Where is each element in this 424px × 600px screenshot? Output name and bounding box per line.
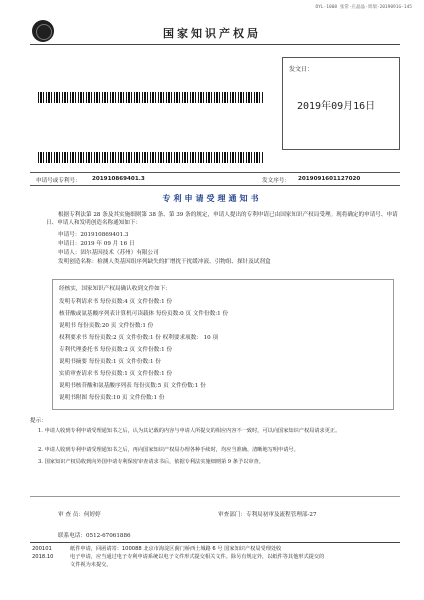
sign-rule [30,496,400,497]
file-item: 说明书核苷酸和氨基酸序列表 每份页数:5 页 文件份数:1 份 [59,383,206,389]
office-title: 国家知识产权局 [163,27,261,40]
notice-title: 专利申请受理通知书 [162,194,262,203]
file-item: 权利要求书 每份页数:2 页 文件份数:1 份 权利要求项数： 10 项 [59,335,219,341]
form-code: 200101 [32,546,52,552]
intro-paragraph: 根据专利法第 28 条及其实施细则第 38 条、第 39 条的规定，申请人提出的专利申请已由国家知识产权局受理。现将确定的申请号、申请日、申请人和发明创造名称通知如下： [46,212,398,226]
field-app-no: 申请号：201910869401.3 [58,232,129,238]
document-code: DYL-1008 张常·庄晶晶·周瑞-2019091G-145 [315,5,412,10]
send-date-box [282,57,400,150]
file-item: 核苷酸或氨基酸序列表计算机可读载体 每份页数:0 页 文件份数:1 份 [59,311,229,317]
contact-phone: 联系电话：0512-67061886 [58,533,131,539]
form-date: 2018.10 [32,554,54,560]
files-intro: 经核实，国家知识产权局确认收到文件如下： [59,286,171,292]
send-date: 2019年09月16日 [297,101,376,112]
footer-line-2: 电子申请，应当通过电子专利申请系统以电子文件形式提交相关文件。除另有规定外，以纸件等其他形式提交的 [70,554,325,560]
tips-heading: 提示： [30,418,47,424]
examining-dept: 审查部门：专利局初审及流程管理部-27 [218,512,317,518]
barcode-top [38,92,264,103]
doc-no-value: 2019091601127020 [298,176,361,182]
file-item: 发明专利请求书 每份页数:4 页 文件份数:1 份 [59,299,173,305]
app-no-value: 201910869401.3 [92,176,145,182]
send-date-label: 发文日： [289,66,314,73]
file-item: 说明书附图 每份页数:10 页 文件份数:1 份 [59,395,165,401]
file-item: 实质审查请求书 每份页数:1 页 文件份数:1 份 [59,371,173,377]
file-item: 说明书摘要 每份页数:1 页 文件份数:1 份 [59,359,161,365]
app-no-label: 申请号或专利号： [36,178,81,184]
file-item: 说明书 每份页数:20 页 文件份数:1 份 [59,323,154,329]
tip-item: 2. 申请人收到专利申请受理通知书之后，再向国家知识产权局办理各种手续时，均应当准确、清晰地写明申请号。 [38,447,299,453]
tip-item: 1. 申请人收到专利申请受理通知书之后，认为其记载的内容与申请人所提交的相应内容不一致时，可以向国家知识产权局请求更正。 [38,428,341,434]
footer-line-1: 纸件申请，回函请寄：100088 北京市海淀区蓟门桥西土城路 6 号 国家知识产权局受理处收 [70,546,282,552]
field-applicant: 申请人：固尔基因技术（苏州）有限公司 [58,250,159,256]
header-rule [30,44,400,45]
footer-rule [30,542,400,543]
file-item: 专利代理委托书 每份页数:2 页 文件份数:1 份 [59,347,173,353]
doc-no-label: 发文序号： [262,178,290,184]
footer-line-3: 文件视为未提交。 [70,562,112,568]
files-box [52,279,394,410]
examiner: 审 查 员：何婷婷 [58,512,101,518]
field-app-date: 申请日：2019 年 09 月 16 日 [58,241,135,247]
field-invention: 发明创造名称：检测人类基因组序列缺失的扩增扰干扰缓冲液、引物组、探针及试剂盒 [58,259,271,265]
barcode-bottom [38,152,264,163]
info-bar [30,172,400,186]
tip-item: 3. 国家知识产权局收到向外国申请专利保密审查请求书后，依据专利法实施细则第 9 条予以审查。 [38,459,264,465]
